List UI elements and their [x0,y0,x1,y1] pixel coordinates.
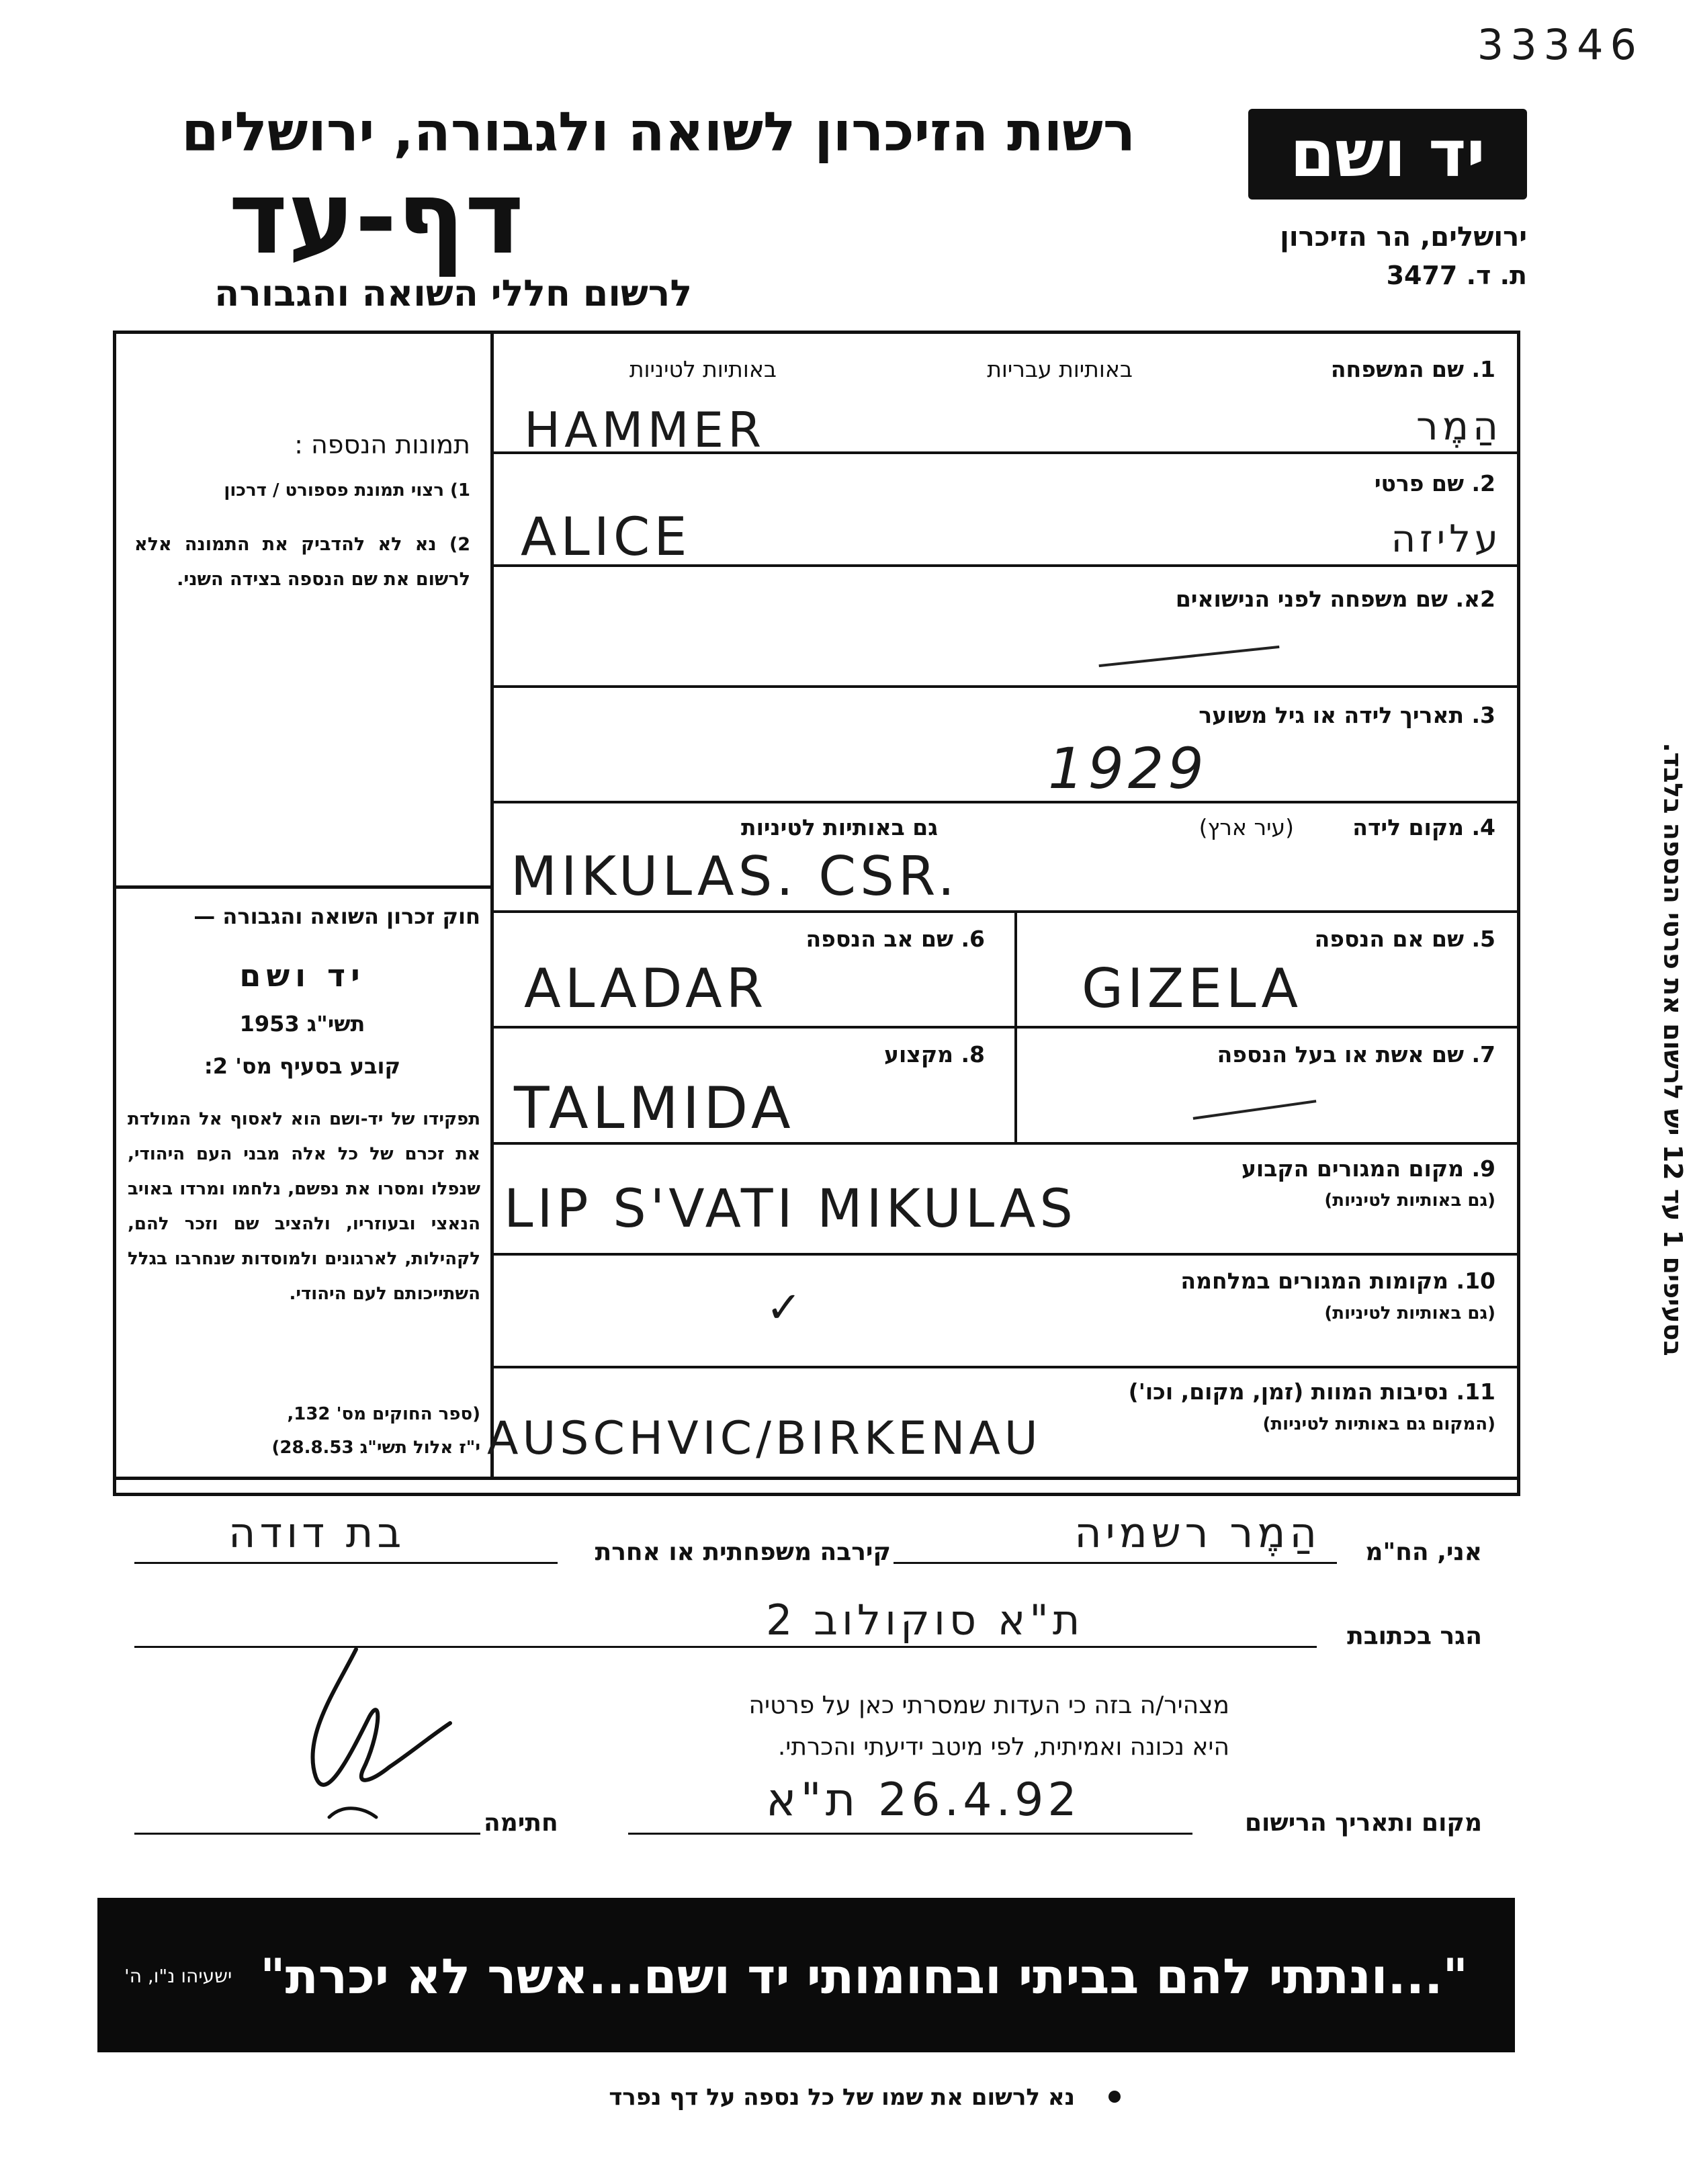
row-sep-3 [490,685,1520,688]
place-date-label: מקום ותאריך הרישום [1244,1809,1482,1837]
row-sep-4 [490,801,1520,803]
field-1-hebrew-col: באותיות עבריות [987,356,1133,382]
archive-number: 33346 [1477,20,1643,69]
banner-source: ישעיהו נ"ו, ה' [124,1965,232,1987]
fields-right-border [1517,331,1520,1479]
quote-banner [97,1898,1515,2052]
photo-panel-title: תמונות הנספה : [294,430,470,460]
field-6-value[interactable]: ALADAR [524,957,768,1020]
field-5-value[interactable]: GIZELA [1082,957,1303,1020]
field-11-value[interactable]: AUSCHVIC/BIRKENAU [487,1412,1042,1465]
law-name: יד ושם [239,957,365,994]
law-clause: קובע בסעיף מס' 2: [204,1053,401,1079]
field-3-label: 3. תאריך לידה או גיל משוער [1199,702,1495,728]
signature-mark [255,1636,470,1837]
field-5-label: 5. שם אם הנספה [1314,926,1495,952]
field-4-hint: (עיר ארץ) [1199,814,1294,840]
field-10-label: 10. מקומות המגורים במלחמה [1180,1268,1495,1294]
relation-value[interactable]: בת דודה [228,1508,406,1557]
field-11-label: 11. נסיבות המוות (זמן, מקום, וכו') [1128,1379,1495,1405]
split-7-8 [1014,1029,1017,1142]
side-note: בסעיפים 1 עד 12 יש לרשום את פרטי הנספה בלבד. [1658,742,1688,1356]
witness-i-value[interactable]: הַמֶר רשמיה [1074,1508,1321,1557]
form-subtitle: לרשום חללי השואה והגבורה [214,272,692,314]
law-ref-2: י"ז אלול תשי"ג 28.8.53) [271,1438,480,1458]
field-1-latin-col: באותיות לטיניות [629,356,777,382]
field-2a-label: 2א. שם משפחה לפני הנישואים [1175,586,1495,612]
field-8-value[interactable]: TALMIDA [514,1075,795,1142]
relation-label: קירבה משפחתית או אחרת [595,1538,891,1566]
field-9-value[interactable]: LIP S'VATI MIKULAS [504,1179,1077,1239]
field-10-hint: (גם באותיות לטיניות) [1324,1303,1495,1323]
field-4-label: 4. מקום לידה [1352,814,1495,840]
field-2-hebrew-value[interactable]: עליזה [1391,517,1502,561]
logo-text: יד ושם [1290,116,1485,191]
field-2-latin-value[interactable]: ALICE [521,507,691,568]
signature-label: חתימה [484,1809,558,1837]
law-title: חוק זכרון השואה והגבורה — [193,904,480,929]
field-9-hint: (גם באותיות לטיניות) [1324,1190,1495,1211]
field-3-value[interactable]: 1929 [1048,736,1208,801]
relation-line [134,1562,558,1564]
field-4-hint-2: גם באותיות לטיניות [741,814,938,840]
field-11-hint: (המקום גם באותיות לטיניות) [1262,1414,1495,1434]
law-ref-1: (ספר החוקים מס' 132, [287,1404,480,1424]
address-label: הגר בכתובת [1347,1622,1482,1650]
banner-quote: "...ונתתי להם בביתי ובחומותי יד ושם...אשר לא יכרת" [260,1948,1468,2005]
field-10-value[interactable]: ✓ [766,1283,806,1333]
form-title: דף-עד [228,160,524,277]
address-line-1: ירושלים, הר הזיכרון [1280,222,1527,253]
field-9-label: 9. מקום המגורים הקבוע [1241,1155,1495,1182]
row-sep-7 [490,1142,1520,1145]
law-body: תפקידו של יד-ושם הוא לאסוף אל המולדת את זכרם של כל אלה מבני העם היהודי, שנפלו ומסרו את נפשם, נלחמו ומרדו באויב הנאצי ובעוזריו, ולהציב שם וזכר להם, לקהילות, לארגונים ולמוסדות שנחרבו בגלל השתייכותם לעם היהודי. [128,1109,480,1304]
declaration-line-2: היא נכונה ואמיתית, לפי מיטב ידיעתי והכרתי. [777,1733,1229,1761]
photo-note-2: 2) נא לא להדביק את התמונה אלא לרשום את שם הנספה בצידה השני. [134,534,470,590]
place-date-value[interactable]: 26.4.92 ת"א [766,1774,1081,1827]
field-4-value[interactable]: MIKULAS. CSR. [511,845,959,908]
place-date-line [628,1833,1192,1835]
address-line-2: ת. ד. 3477 [1386,261,1527,290]
left-column-divider [490,331,494,1479]
witness-i-label: אני, הח"מ [1365,1538,1482,1566]
footer-bullet-icon [1108,2091,1121,2103]
left-panel-separator [113,885,494,889]
yad-vashem-logo [1248,109,1527,200]
fields-bottom-border [113,1477,1520,1480]
row-sep-6 [490,1026,1520,1029]
address-value[interactable]: ת"א סוקולוב 2 [766,1596,1084,1645]
field-6-label: 6. שם אב הנספה [806,926,985,952]
field-8-label: 8. מקצוע [883,1041,985,1067]
field-1-latin-value[interactable]: HAMMER [524,402,766,458]
field-7-label: 7. שם אשת או בעל הנספה [1217,1041,1495,1067]
law-year: תשי"ג 1953 [239,1011,365,1037]
photo-note-1: 1) רצוי תמונת פספורט / דרכון [224,480,470,500]
row-sep-8 [490,1253,1520,1256]
field-2-label: 2. שם פרטי [1374,470,1495,496]
row-sep-9 [490,1366,1520,1368]
field-1-hebrew-value[interactable]: הַמֶר [1416,403,1502,449]
row-sep-5 [490,910,1520,913]
authority-title: רשות הזיכרון לשואה ולגבורה, ירושלים [181,101,1135,163]
declaration-line-1: מצהיר/ה בזה כי העדות שמסרתי כאן על פרטיה [748,1692,1229,1719]
footer-note: נא לרשום את שמו של כל נספה על דף נפרד [609,2084,1075,2111]
split-5-6 [1014,913,1017,1026]
witness-i-line [894,1562,1337,1564]
field-1-label: 1. שם המשפחה [1330,356,1495,382]
